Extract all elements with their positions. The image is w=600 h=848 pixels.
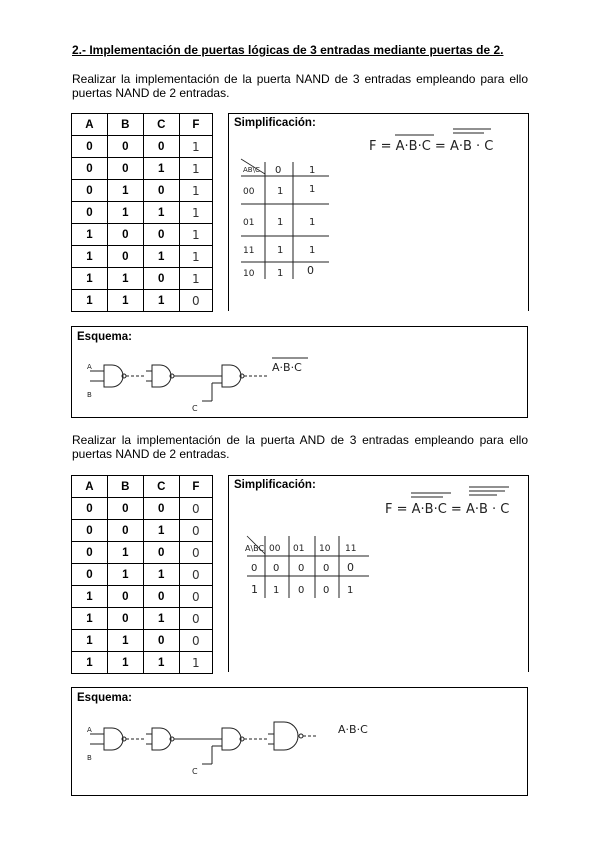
- table-row: [72, 268, 213, 290]
- kmap-col-0: 00: [269, 544, 281, 554]
- schema-output-nand: A·B·C: [272, 361, 302, 374]
- kmap-corner: AB\C: [243, 166, 260, 174]
- table-cell: 1: [179, 268, 212, 290]
- table-cell: 0: [72, 158, 108, 180]
- table-row: [72, 180, 213, 202]
- kmap-corner: A\BC: [245, 544, 265, 553]
- kmap-col-1: 1: [309, 165, 316, 176]
- table-cell: 1: [72, 290, 108, 312]
- table-row: [72, 224, 213, 246]
- input-c-label: C: [192, 767, 198, 776]
- kmap-col-0: 0: [275, 165, 282, 176]
- table-cell: 1: [107, 652, 143, 674]
- table-cell: 1: [107, 542, 143, 564]
- th-c: C: [143, 476, 179, 498]
- table-cell: 0: [143, 268, 179, 290]
- kmap-cell: 0: [323, 563, 330, 574]
- nand-circuit-diagram: [72, 327, 527, 417]
- th-f: F: [179, 114, 212, 136]
- table-row: [72, 652, 213, 674]
- kmap-cell: 0: [298, 563, 305, 574]
- table-row: [72, 564, 213, 586]
- table-cell: 0: [72, 542, 108, 564]
- kmap-cell: 1: [277, 186, 284, 197]
- table-cell: 0: [72, 180, 108, 202]
- intro-and: Realizar la implementación de la puerta AND de 3 entradas empleando para ello puertas NAND de 2 entradas.: [72, 433, 528, 461]
- kmap-row-1: 01: [243, 218, 255, 228]
- table-row: [72, 630, 213, 652]
- kmap-cell: 1: [277, 268, 284, 279]
- table-cell: 1: [143, 564, 179, 586]
- kmap-and: [229, 476, 528, 672]
- kmap-row-0: 00: [243, 187, 255, 197]
- schema-panel-nand: [71, 326, 528, 418]
- schema-panel-and: [71, 687, 528, 796]
- table-cell: 1: [72, 268, 108, 290]
- simplification-panel-and: [228, 475, 529, 672]
- kmap-cell: 1: [309, 245, 316, 256]
- table-cell: 0: [179, 542, 212, 564]
- kmap-nand: [229, 114, 528, 311]
- intro-nand: Realizar la implementación de la puerta NAND de 3 entradas empleando para ello puertas NAND de 2 entradas.: [72, 72, 528, 100]
- table-cell: 0: [72, 202, 108, 224]
- table-cell: 1: [72, 630, 108, 652]
- kmap-row-2: 11: [243, 246, 255, 256]
- truth-table-nand: [71, 113, 213, 312]
- simplification-panel-nand: [228, 113, 529, 311]
- table-row: [72, 158, 213, 180]
- table-cell: 0: [179, 290, 212, 312]
- table-cell: 1: [143, 652, 179, 674]
- table-cell: 0: [143, 542, 179, 564]
- table-cell: 0: [143, 586, 179, 608]
- table-cell: 1: [179, 202, 212, 224]
- th-b: B: [107, 476, 143, 498]
- input-a-label: A: [87, 726, 92, 734]
- table-row: [72, 520, 213, 542]
- kmap-cell: 1: [309, 217, 316, 228]
- simplification-label: Simplificación:: [234, 479, 316, 491]
- schema-label: Esquema:: [77, 331, 132, 343]
- table-cell: 1: [107, 268, 143, 290]
- table-row: [72, 246, 213, 268]
- schema-label: Esquema:: [77, 692, 132, 704]
- kmap-cell: 0: [323, 585, 330, 596]
- table-cell: 0: [107, 224, 143, 246]
- table-cell: 0: [143, 224, 179, 246]
- table-cell: 1: [107, 180, 143, 202]
- table-cell: 1: [107, 630, 143, 652]
- table-row: [72, 586, 213, 608]
- kmap-cell: 0: [273, 563, 280, 574]
- table-row: [72, 608, 213, 630]
- input-c-label: C: [192, 404, 198, 413]
- table-cell: 0: [179, 520, 212, 542]
- schema-output-and: A·B·C: [338, 723, 368, 736]
- table-cell: 1: [72, 586, 108, 608]
- th-b: B: [107, 114, 143, 136]
- th-a: A: [72, 476, 108, 498]
- table-cell: 1: [143, 290, 179, 312]
- table-cell: 0: [179, 564, 212, 586]
- table-cell: 1: [179, 652, 212, 674]
- table-row: [72, 202, 213, 224]
- th-a: A: [72, 114, 108, 136]
- table-cell: 1: [179, 246, 212, 268]
- table-cell: 0: [107, 586, 143, 608]
- table-cell: 1: [143, 608, 179, 630]
- kmap-row-3: 10: [243, 269, 255, 279]
- table-cell: 0: [143, 630, 179, 652]
- table-row: [72, 290, 213, 312]
- kmap-col-3: 11: [345, 544, 357, 554]
- kmap-row-0: 0: [251, 563, 258, 574]
- kmap-cell: 0: [298, 585, 305, 596]
- table-cell: 1: [179, 136, 212, 158]
- input-a-label: A: [87, 363, 92, 371]
- table-cell: 1: [179, 158, 212, 180]
- table-cell: 0: [107, 136, 143, 158]
- table-cell: 0: [72, 498, 108, 520]
- table-cell: 1: [72, 608, 108, 630]
- table-row: [72, 542, 213, 564]
- input-b-label: B: [87, 754, 92, 762]
- kmap-row-1: 1: [251, 583, 258, 596]
- table-cell: 1: [72, 246, 108, 268]
- table-cell: 1: [107, 202, 143, 224]
- formula-and: F = A·B·C = A·B · C: [385, 502, 510, 517]
- table-cell: 0: [107, 158, 143, 180]
- table-cell: 1: [179, 224, 212, 246]
- table-cell: 1: [107, 564, 143, 586]
- kmap-col-2: 10: [319, 544, 331, 554]
- truth-table-and: [71, 475, 213, 674]
- table-cell: 1: [72, 224, 108, 246]
- kmap-cell: 1: [309, 184, 316, 195]
- kmap-cell: 0: [307, 264, 314, 277]
- table-cell: 1: [143, 246, 179, 268]
- table-cell: 1: [143, 158, 179, 180]
- table-cell: 0: [107, 520, 143, 542]
- table-cell: 0: [179, 608, 212, 630]
- table-cell: 1: [143, 520, 179, 542]
- and-circuit-diagram: [72, 688, 527, 795]
- simplification-label: Simplificación:: [234, 117, 316, 129]
- kmap-cell: 1: [273, 585, 280, 596]
- table-cell: 0: [107, 498, 143, 520]
- th-c: C: [143, 114, 179, 136]
- kmap-col-1: 01: [293, 544, 305, 554]
- page-title: 2.- Implementación de puertas lógicas de 3 entradas mediante puertas de 2.: [72, 43, 504, 57]
- table-cell: 0: [143, 498, 179, 520]
- kmap-cell: 0: [347, 561, 354, 574]
- table-cell: 1: [179, 180, 212, 202]
- table-cell: 0: [72, 520, 108, 542]
- table-cell: 1: [107, 290, 143, 312]
- table-row: [72, 498, 213, 520]
- table-cell: 0: [179, 630, 212, 652]
- table-cell: 0: [72, 564, 108, 586]
- table-cell: 1: [72, 652, 108, 674]
- table-cell: 0: [107, 246, 143, 268]
- kmap-cell: 1: [347, 585, 354, 596]
- table-cell: 0: [179, 498, 212, 520]
- table-cell: 0: [107, 608, 143, 630]
- table-cell: 1: [143, 202, 179, 224]
- table-cell: 0: [143, 180, 179, 202]
- input-b-label: B: [87, 391, 92, 399]
- formula-nand: F = A·B·C = A·B · C: [369, 139, 494, 154]
- table-row: [72, 136, 213, 158]
- kmap-cell: 1: [277, 217, 284, 228]
- table-cell: 0: [179, 586, 212, 608]
- th-f: F: [179, 476, 212, 498]
- table-cell: 0: [143, 136, 179, 158]
- kmap-cell: 1: [277, 245, 284, 256]
- table-cell: 0: [72, 136, 108, 158]
